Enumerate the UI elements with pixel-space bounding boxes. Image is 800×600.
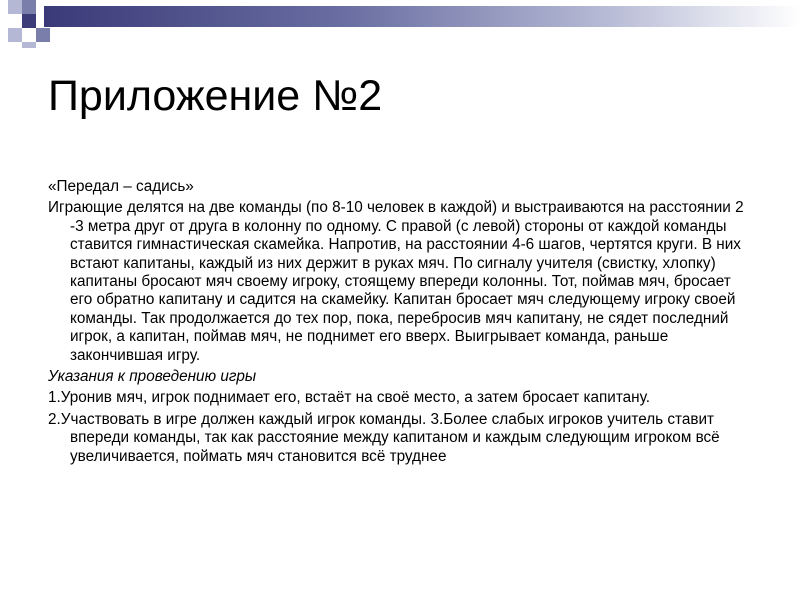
slide-title: Приложение №2 bbox=[48, 72, 383, 120]
instruction-item: 1.Уронив мяч, игрок поднимает его, встаёт на своё место, а затем бросает капитану. bbox=[48, 389, 650, 407]
game-name: «Передал – садись» bbox=[48, 178, 194, 195]
decor-square bbox=[22, 42, 36, 48]
decor-square bbox=[36, 28, 50, 42]
slide-content bbox=[48, 178, 748, 466]
decor-square bbox=[22, 0, 36, 14]
header-decoration bbox=[0, 0, 800, 50]
instructions-heading: Указания к проведению игры bbox=[48, 368, 257, 386]
instruction-item: 2.Участвовать в игре должен каждый игрок команды. 3.Более слабых игроков учитель ставит впереди команды, так как расстояние между капитаном и каждым следующим игроком всё увеличивается, поймать мяч становится всё труднее bbox=[48, 410, 720, 465]
decor-square bbox=[8, 0, 22, 14]
game-description: Играющие делятся на две команды (по 8-10 человек в каждой) и выстраиваются на расстоянии 2 -3 метра друг от друга в колонну по одному. С правой (с левой) стороны от каждой команды ставится гимнастическая скамейка. Напротив, на расстоянии 4-6 шагов, чертятся круги. В них встают капитаны, каждый из них держит в руках мяч. По сигналу учителя (свистку, хлопку) капитаны бросают мяч своему игроку, стоящему впереди колонны. Тот, поймав мяч, бросает его обратно капитану и садится на скамейку. Капитан бросает мяч следующему игроку своей команды. Так продолжается до тех пор, пока, перебросив мяч капитану, не сядет последний игрок, а капитан, поймав мяч, не поднимет его вверх. Выигрывает команда, раньше закончившая игру. bbox=[48, 199, 744, 364]
decor-square bbox=[22, 14, 36, 28]
decor-square bbox=[8, 28, 22, 42]
header-gradient-bar bbox=[44, 6, 800, 27]
